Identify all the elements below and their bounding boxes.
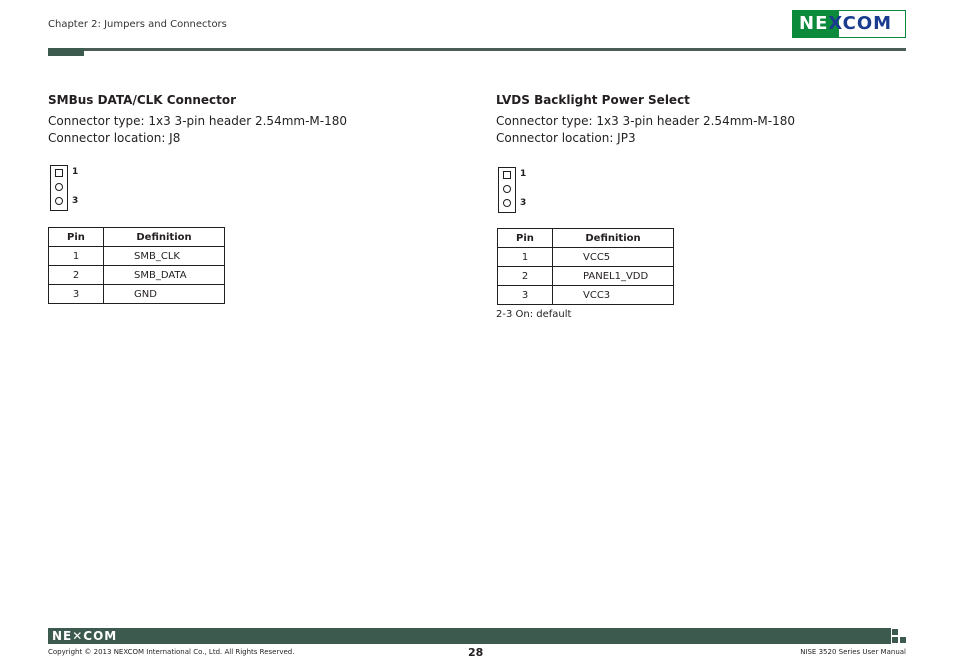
def-cell: GND xyxy=(104,285,225,304)
pin-3-circle xyxy=(503,199,511,207)
pin-cell: 1 xyxy=(49,247,104,266)
pin-1-square xyxy=(503,171,511,179)
definition-table xyxy=(497,228,674,305)
footer-bar xyxy=(48,628,891,644)
copyright-text: Copyright © 2013 NEXCOM International Co., Ltd. All Rights Reserved. xyxy=(48,648,295,656)
section-lvds xyxy=(496,93,795,147)
table-row xyxy=(498,267,674,286)
header-rule xyxy=(48,48,906,51)
definition-table xyxy=(48,227,225,304)
col-def-header: Definition xyxy=(104,228,225,247)
pin-cell: 1 xyxy=(498,248,553,267)
table-header-row xyxy=(498,229,674,248)
def-cell: PANEL1_VDD xyxy=(553,267,674,286)
section-title: SMBus DATA/CLK Connector xyxy=(48,93,237,107)
pin-label-top: 1 xyxy=(520,169,527,179)
logo-right-text: COM xyxy=(842,13,893,34)
footer-square xyxy=(892,637,898,643)
header-tab xyxy=(48,48,84,56)
pin-2-circle xyxy=(55,183,63,191)
nexcom-logo xyxy=(792,10,906,38)
table-header-row xyxy=(49,228,225,247)
footer-square xyxy=(900,637,906,643)
pin-2-circle xyxy=(503,185,511,193)
col-pin-header: Pin xyxy=(498,229,553,248)
connector-type: Connector type: 1x3 3-pin header 2.54mm-M-180 xyxy=(496,114,795,128)
table-row xyxy=(49,285,225,304)
section-title: LVDS Backlight Power Select xyxy=(496,93,690,107)
pin-3-circle xyxy=(55,197,63,205)
col-pin-header: Pin xyxy=(49,228,104,247)
logo-left-text: NE xyxy=(799,13,829,34)
connector-type: Connector type: 1x3 3-pin header 2.54mm-M-180 xyxy=(48,114,347,128)
col-def-header: Definition xyxy=(553,229,674,248)
default-note: 2-3 On: default xyxy=(496,309,572,320)
connector-location: Connector location: JP3 xyxy=(496,131,636,145)
section-smbus xyxy=(48,93,347,147)
pin-cell: 2 xyxy=(498,267,553,286)
pin-header-diagram xyxy=(498,167,516,213)
table-row xyxy=(498,286,674,305)
logo-text xyxy=(793,11,905,37)
table-row xyxy=(49,247,225,266)
def-cell: VCC3 xyxy=(553,286,674,305)
pin-1-square xyxy=(55,169,63,177)
pin-label-top: 1 xyxy=(72,167,79,177)
logo-x-text: X xyxy=(828,13,843,34)
pin-cell: 3 xyxy=(498,286,553,305)
def-cell: VCC5 xyxy=(553,248,674,267)
def-cell: SMB_DATA xyxy=(104,266,225,285)
pin-label-bottom: 3 xyxy=(520,198,527,208)
connector-location: Connector location: J8 xyxy=(48,131,181,145)
table-row xyxy=(49,266,225,285)
pin-cell: 3 xyxy=(49,285,104,304)
manual-title: NISE 3520 Series User Manual xyxy=(800,648,906,656)
pin-header-diagram xyxy=(50,165,68,211)
def-cell: SMB_CLK xyxy=(104,247,225,266)
table-row xyxy=(498,248,674,267)
pin-cell: 2 xyxy=(49,266,104,285)
pin-label-bottom: 3 xyxy=(72,196,79,206)
chapter-title: Chapter 2: Jumpers and Connectors xyxy=(48,19,227,30)
page-number: 28 xyxy=(468,646,484,659)
footer-square xyxy=(892,629,898,635)
footer-logo: NE✕COM xyxy=(52,629,118,643)
